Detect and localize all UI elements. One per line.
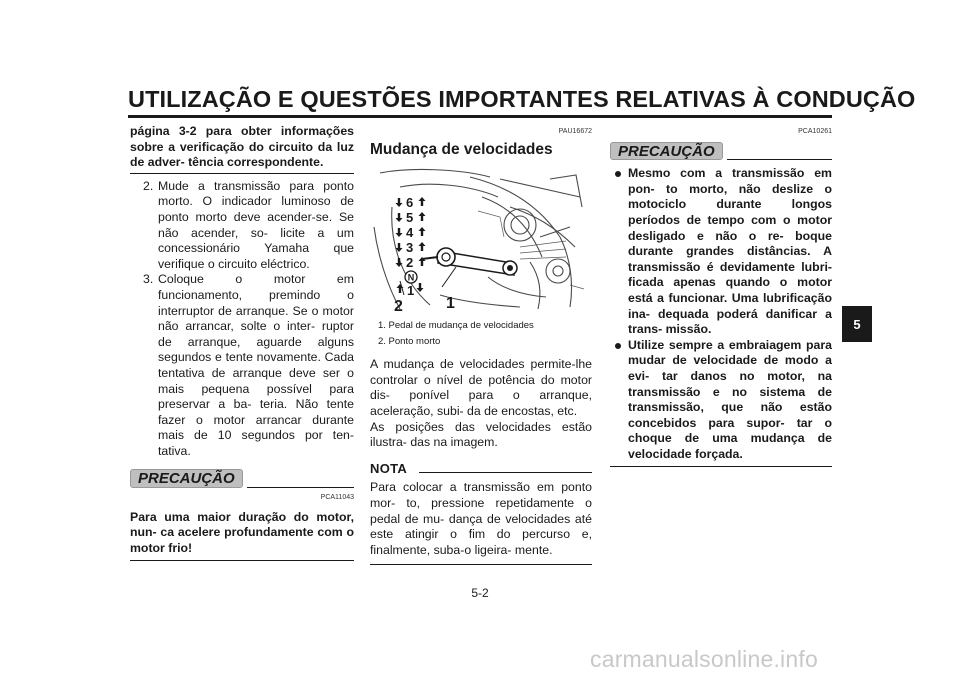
- step-3: [130, 272, 354, 459]
- caution-end-rule: [610, 466, 832, 467]
- steps-list: [130, 179, 354, 460]
- gear-label-4: 4: [406, 225, 414, 241]
- caution-text: Para uma maior duração do motor, nun- ca acelere profundamente com o motor frio!: [130, 509, 354, 555]
- step-number: 2.: [143, 178, 154, 193]
- note-rule: [419, 472, 592, 473]
- column-1: [130, 124, 354, 561]
- title-rule: [128, 115, 832, 118]
- section-heading: Mudança de velocidades: [370, 140, 553, 158]
- step-text: Coloque o motor em funcionamento, premindo o interruptor de arranque. Se o motor não arrancar, solte o inter- ruptor de arranque, aguarde alguns segundos e tente novamente. Cada tentativa de arranque deve ser o mais pequena possível para preservar a ba- teria. Não tente fazer o motor arrancar durante mais de 10 segundos por ten- tativa.: [158, 272, 354, 458]
- gear-label-5: 5: [406, 210, 414, 226]
- shift-body: A mudança de velocidades permite-lhe controlar o nível de potência do motor dis- ponível para o arranque, aceleração, subi- da de encostas, etc.: [370, 357, 592, 418]
- gear-shift-figure: [370, 167, 586, 312]
- caution-rule: [247, 487, 354, 488]
- caution-end-rule: [130, 560, 354, 561]
- note-header: [370, 461, 592, 477]
- note-label: NOTA: [370, 460, 408, 476]
- column-3: [610, 124, 832, 467]
- intro-text: página 3-2 para obter informações sobre a verificação do circuito da luz de adver- tência correspondente.: [130, 124, 354, 170]
- page-number: 5-2: [471, 586, 489, 600]
- figure-captions: [370, 318, 592, 349]
- page-title: UTILIZAÇÃO E QUESTÕES IMPORTANTES RELATIVAS À CONDUÇÃO: [128, 86, 916, 112]
- chapter-tab: 5: [842, 306, 872, 342]
- note-text: Para colocar a transmissão em ponto mor- to, pressione repetidamente o pedal de mu- dança de velocidades até este atingir o fim do percurso e, finalmente, suba-o ligeira- mente.: [370, 480, 592, 557]
- caution-badge: PRECAUÇÃO: [610, 142, 723, 161]
- gear-label-3: 3: [406, 240, 414, 256]
- gear-label-neutral: N: [407, 272, 415, 283]
- caution-bullet-2: Utilize sempre a embraiagem para mudar de velocidade de modo a evi- tar danos no motor, na transmissão e no sistema de transmissão, que não estão concebidos para supor- tar o choque de uma mudança de velocidade forçada.: [610, 338, 832, 463]
- shift-body-2: As posições das velocidades estão ilustra- das na imagem.: [370, 419, 592, 450]
- intro-rule: [130, 173, 354, 174]
- caution-badge: PRECAUÇÃO: [130, 469, 243, 488]
- caution-rule: [727, 159, 832, 160]
- gear-label-1: 1: [407, 283, 415, 299]
- caution-bullets: [610, 166, 832, 462]
- section-code: PAU16672: [558, 128, 592, 135]
- caution-code: PCA10261: [798, 128, 832, 135]
- caution-header: [130, 469, 354, 488]
- caution-header: [610, 142, 832, 161]
- caution-bullet-1: Mesmo com a transmissão em pon- to morto, não deslize o motociclo durante longos períodos de tempo com o motor desligado e não o re- boque durante grandes distâncias. A transmissão é devidamente lubri- ficada apenas quando o motor está a funcionar. Uma lubrificação ina- dequada poderá danificar a trans- missão.: [610, 166, 832, 338]
- step-text: Mude a transmissão para ponto morto. O indicador luminoso de ponto morto deve acender-se. Se não acender, so- licite a um concessionário Yamaha que verifique o circuito eléctrico.: [158, 178, 354, 271]
- column-2: [370, 124, 592, 565]
- watermark: carmanualsonline.info: [590, 646, 818, 672]
- note-end-rule: [370, 564, 592, 565]
- figure-caption-1: 1. Pedal de mudança de velocidades: [378, 320, 534, 332]
- callout-1: 1: [446, 295, 455, 313]
- step-number: 3.: [143, 272, 154, 287]
- step-2: [130, 179, 354, 273]
- caution-code: PCA11043: [320, 494, 354, 502]
- callout-2: 2: [394, 298, 403, 313]
- gear-label-2: 2: [406, 255, 414, 271]
- figure-caption-2: 2. Ponto morto: [378, 335, 441, 347]
- gear-label-6: 6: [406, 195, 414, 211]
